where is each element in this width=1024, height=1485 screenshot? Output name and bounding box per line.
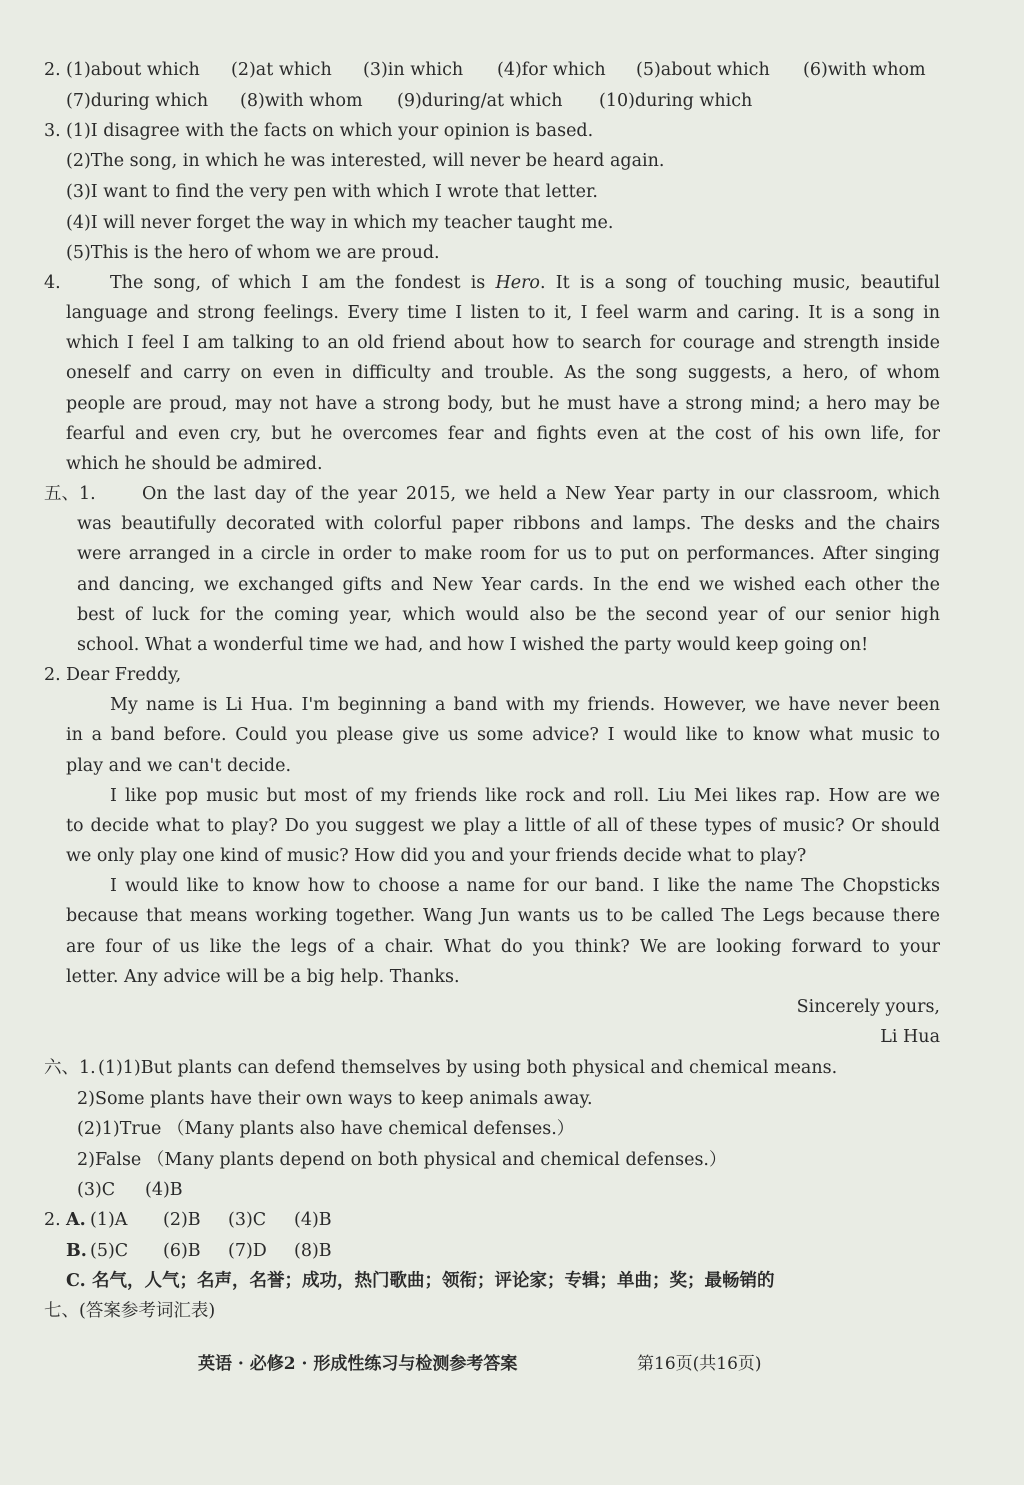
q2-item-6: (6)with whom: [803, 60, 926, 80]
letter-p3-line-1: I would like to know how to choose a name for our band. I like the name The Chopsticks: [110, 876, 940, 896]
letter-p1-line-1: My name is Li Hua. I'm beginning a band with my friends. However, we have never been: [110, 695, 940, 715]
sec6-item-3c: (3)C: [77, 1180, 116, 1200]
part-c-text: 名气，人气；名声，名誉；成功，热门歌曲；领衔；评论家；专辑；单曲；奖；最畅销的: [92, 1271, 775, 1291]
q4-line-7: which he should be admired.: [66, 454, 323, 474]
q2-item-4: (4)for which: [497, 60, 606, 80]
letter-p1-line-3: play and we can't decide.: [66, 756, 292, 776]
q3-label: 3.: [44, 121, 61, 141]
part-b-item-7: (7)D: [228, 1241, 267, 1261]
letter-p2-line-2: to decide what to play? Do you suggest we play a little of all of these types of music? Or should: [66, 816, 940, 836]
sec6-item-4b: (4)B: [145, 1180, 183, 1200]
sec5-p1-line-5: best of luck for the coming year, which would also be the second year of our senior high: [77, 605, 940, 625]
footer-title: 英语 · 必修2 · 形成性练习与检测参考答案: [198, 1354, 518, 1374]
sec5-p1-line-2: was beautifully decorated with colorful paper ribbons and lamps. The desks and the chairs: [77, 514, 940, 534]
q4-line-3: which I feel I am talking to an old friend about how to search for courage and strength inside: [66, 333, 940, 353]
part-c-label: C.: [66, 1271, 86, 1291]
footer-page-number: 第16页(共16页): [637, 1354, 762, 1374]
q2-item-8: (8)with whom: [240, 91, 363, 111]
part-a-item-3: (3)C: [228, 1210, 267, 1230]
letter-p2-line-3: we only play one kind of music? How did you and your friends decide what to play?: [66, 846, 807, 866]
q4-line-6: fearful and even cry, but he overcomes fear and fights even at the cost of his own life, for: [66, 424, 940, 444]
q2-label: 2.: [44, 60, 61, 80]
part-b-item-6: (6)B: [163, 1241, 201, 1261]
part-a-item-2: (2)B: [163, 1210, 201, 1230]
q4-line-4: oneself and carry on even in difficulty and trouble. As the song suggests, a hero, of whom: [66, 363, 940, 383]
q2-item-5: (5)about which: [636, 60, 770, 80]
q3-item-5: (5)This is the hero of whom we are proud.: [66, 243, 440, 263]
letter-signature: Li Hua: [880, 1027, 940, 1047]
q4-line-1a: The song, of which I am the fondest is: [110, 273, 496, 293]
letter-p2-line-1: I like pop music but most of my friends like rock and roll. Liu Mei likes rap. How are we: [110, 786, 940, 806]
sec6-line-1: (1)1)But plants can defend themselves by using both physical and chemical means.: [98, 1058, 838, 1078]
sec6-line-3: (2)1)True （Many plants also have chemical defenses.）: [77, 1119, 575, 1139]
sec7-text: 七、(答案参考词汇表): [44, 1301, 216, 1321]
q2-item-9: (9)during/at which: [397, 91, 563, 111]
sec6-line-4: 2)False （Many plants depend on both physical and chemical defenses.）: [77, 1150, 727, 1170]
part-b-label: B.: [66, 1241, 87, 1261]
q4-line-2: language and strong feelings. Every time I listen to it, I feel warm and caring. It is a song in: [66, 303, 940, 323]
sec5-p1-line-1: On the last day of the year 2015, we held a New Year party in our classroom, which: [142, 484, 940, 504]
letter-p3-line-2: because that means working together. Wang Jun wants us to be called The Legs because there: [66, 906, 940, 926]
letter-p3-line-4: letter. Any advice will be a big help. Thanks.: [66, 967, 460, 987]
q4-line-5: people are proud, may not have a strong body, but he must have a strong mind; a hero may be: [66, 394, 940, 414]
q2-item-10: (10)during which: [599, 91, 753, 111]
sec6-line-2: 2)Some plants have their own ways to keep animals away.: [77, 1089, 593, 1109]
part-a-item-1: (1)A: [90, 1210, 128, 1230]
q3-item-4: (4)I will never forget the way in which my teacher taught me.: [66, 213, 614, 233]
q4-line-1: [110, 272, 940, 294]
q2-item-7: (7)during which: [66, 91, 209, 111]
part-a-item-4: (4)B: [294, 1210, 332, 1230]
letter-greeting: Dear Freddy,: [66, 665, 182, 685]
part-a-label: A.: [66, 1210, 86, 1230]
sec6-label: 六、1.: [44, 1058, 96, 1078]
letter-p3-line-3: are four of us like the legs of a chair. What do you think? We are looking forward to your: [66, 937, 940, 957]
song-title: Hero: [495, 273, 540, 293]
q2-item-3: (3)in which: [363, 60, 464, 80]
q2-item-2: (2)at which: [231, 60, 332, 80]
q3-item-2: (2)The song, in which he was interested, will never be heard again.: [66, 151, 665, 171]
sec6-q2-label: 2.: [44, 1210, 61, 1230]
q3-item-1: (1)I disagree with the facts on which your opinion is based.: [66, 121, 594, 141]
part-b-item-5: (5)C: [90, 1241, 129, 1261]
sec5-label: 五、1.: [44, 484, 96, 504]
letter-p1-line-2: in a band before. Could you please give us some advice? I would like to know what music to: [66, 725, 940, 745]
sec5-p1-line-4: and dancing, we exchanged gifts and New Year cards. In the end we wished each other the: [77, 575, 940, 595]
part-b-item-8: (8)B: [294, 1241, 332, 1261]
sec5-q2-label: 2.: [44, 665, 61, 685]
sec5-p1-line-6: school. What a wonderful time we had, and how I wished the party would keep going on!: [77, 635, 869, 655]
q4-label: 4.: [44, 273, 61, 293]
q4-line-1c: . It is a song of touching music, beautiful: [539, 273, 940, 293]
sec5-p1-line-3: were arranged in a circle in order to make room for us to put on performances. After singing: [77, 544, 940, 564]
letter-closing: Sincerely yours,: [796, 997, 940, 1017]
q2-item-1: (1)about which: [66, 60, 200, 80]
q3-item-3: (3)I want to find the very pen with which I wrote that letter.: [66, 182, 598, 202]
